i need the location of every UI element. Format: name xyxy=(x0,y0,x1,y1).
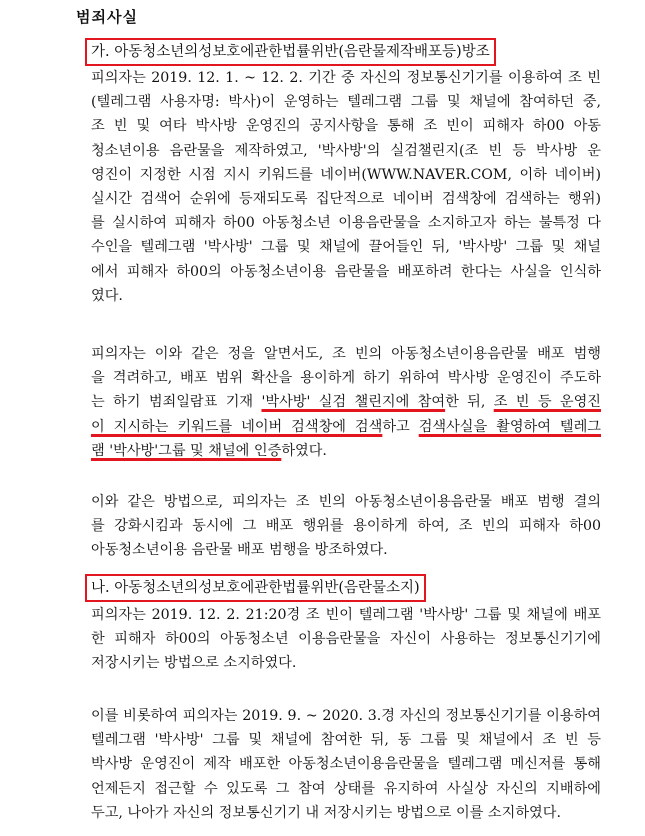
text-line: 피의자는 2019. 12. 1. ~ 12. 2. 기간 중 자신의 정보통신기기를 이용하여 조 빈 xyxy=(91,70,601,86)
page-heading: 범죄사실 xyxy=(76,8,138,26)
text-line: 수인을 텔레그램 '박사방' 그룹 및 채널에 끌어들인 뒤, '박사방' 그룹 및 채널 xyxy=(91,239,601,256)
text-line: 아동청소년이용 음란물 배포 범행을 방조하였다. xyxy=(91,542,388,559)
text-line: 한 피해자 하00의 아동청소년 이용음란물을 자신이 사용하는 정보통신기기에 xyxy=(91,631,601,648)
underlined-phrase: 이 지시하는 키워드를 네이버 검색창에 검색 xyxy=(91,418,383,435)
underlined-phrase: 검색사실을 촬영하여 텔레그 xyxy=(418,418,602,435)
text-line: 언제든지 접근할 수 있도록 그 참여 상태를 유지하여 사실상 자신의 지배하에 xyxy=(91,780,601,797)
text-line: (텔레그램 사용자명: 박사)이 운영하는 텔레그램 그룹 및 채널에 참여하던 중, xyxy=(91,94,601,111)
text-line xyxy=(91,439,601,463)
underlined-phrase: 램 '박사방'그룹 및 채널에 인증 xyxy=(91,442,282,459)
text-span: 하였다. xyxy=(281,442,327,459)
text-line: 실시간 검색어 순위에 등재되도록 집단적으로 네이버 검색창에 검색하는 행위) xyxy=(91,191,601,208)
underlined-phrase: 조 빈 등 운영진 xyxy=(493,394,602,411)
text-line xyxy=(91,415,601,439)
text-line: 청소년이용 음란물을 제작하였고, '박사방'의 실검챌린지(조 빈 등 박사방 운 xyxy=(91,142,601,159)
text-line: 텔레그램 '박사방' 그룹 및 채널에 참여한 뒤, 동 그룹 및 채널에서 조 빈 등 xyxy=(91,732,601,749)
text-line: 이를 비롯하여 피의자는 2019. 9. ~ 2020. 3.경 자신의 정보통신기기를 이용하여 xyxy=(91,708,601,724)
text-line: 조 빈 및 여타 박사방 운영진의 공지사항을 통해 조 빈이 피해자 하00 아동 xyxy=(91,118,601,135)
text-line: 를 실시하여 피해자 하00 아동청소년 이용음란물을 소지하고자 하는 불특정 다 xyxy=(91,215,601,232)
text-line: 영진이 지정한 시점 지시 키워드를 네이버(WWW.NAVER.COM, 이하 네이버) xyxy=(91,166,601,183)
text-line: 를 강화시킴과 동시에 그 배포 행위를 용이하게 하여, 조 빈의 피해자 하00 xyxy=(91,518,601,535)
section-a-paragraph-3 xyxy=(91,490,601,563)
text-line: 두고, 나아가 자신의 정보통신기기 내 저장시키는 방법으로 이를 소지하였다. xyxy=(91,804,561,821)
section-b-paragraph-1 xyxy=(91,603,601,676)
text-line: 을 격려하고, 배포 범위 확산을 용이하게 하기 위하여 박사방 운영진이 주도하 xyxy=(91,370,601,387)
text-span: 하고 xyxy=(382,418,419,435)
text-line: 피의자는 이와 같은 정을 알면서도, 조 빈의 아동청소년이용음란물 배포 범행 xyxy=(91,346,601,362)
text-line xyxy=(91,390,601,414)
text-line: 에서 피해자 하00의 아동청소년이용 음란물을 배포하려 한다는 사실을 인식하 xyxy=(91,263,601,280)
text-line: 저장시키는 방법으로 소지하였다. xyxy=(91,655,297,672)
section-a-title: 가. 아동청소년의성보호에관한법률위반(음란물제작배포등)방조 xyxy=(85,38,496,66)
section-b-paragraph-2 xyxy=(91,704,601,825)
underlined-phrase: '박사방' 실검 챌린지에 참여 xyxy=(261,394,446,411)
text-line: 박사방 운영진이 제작 배포한 아동청소년이용음란물을 텔레그램 메신저를 통해 xyxy=(91,756,601,773)
text-line: 이와 같은 방법으로, 피의자는 조 빈의 아동청소년이용음란물 배포 범행 결의 xyxy=(91,494,601,510)
section-b-title: 나. 아동청소년의성보호에관한법률위반(음란물소지) xyxy=(85,574,426,602)
text-line: 피의자는 2019. 12. 2. 21:20경 조 빈이 텔레그램 '박사방' 그룹 및 채널에 배포 xyxy=(91,607,601,623)
section-a-paragraph-1 xyxy=(91,66,601,308)
text-span: 는 하기 범죄일람표 기재 xyxy=(91,394,262,411)
section-a-paragraph-2 xyxy=(91,342,601,463)
text-line: 였다. xyxy=(91,287,123,304)
text-span: 한 뒤, xyxy=(445,394,494,411)
